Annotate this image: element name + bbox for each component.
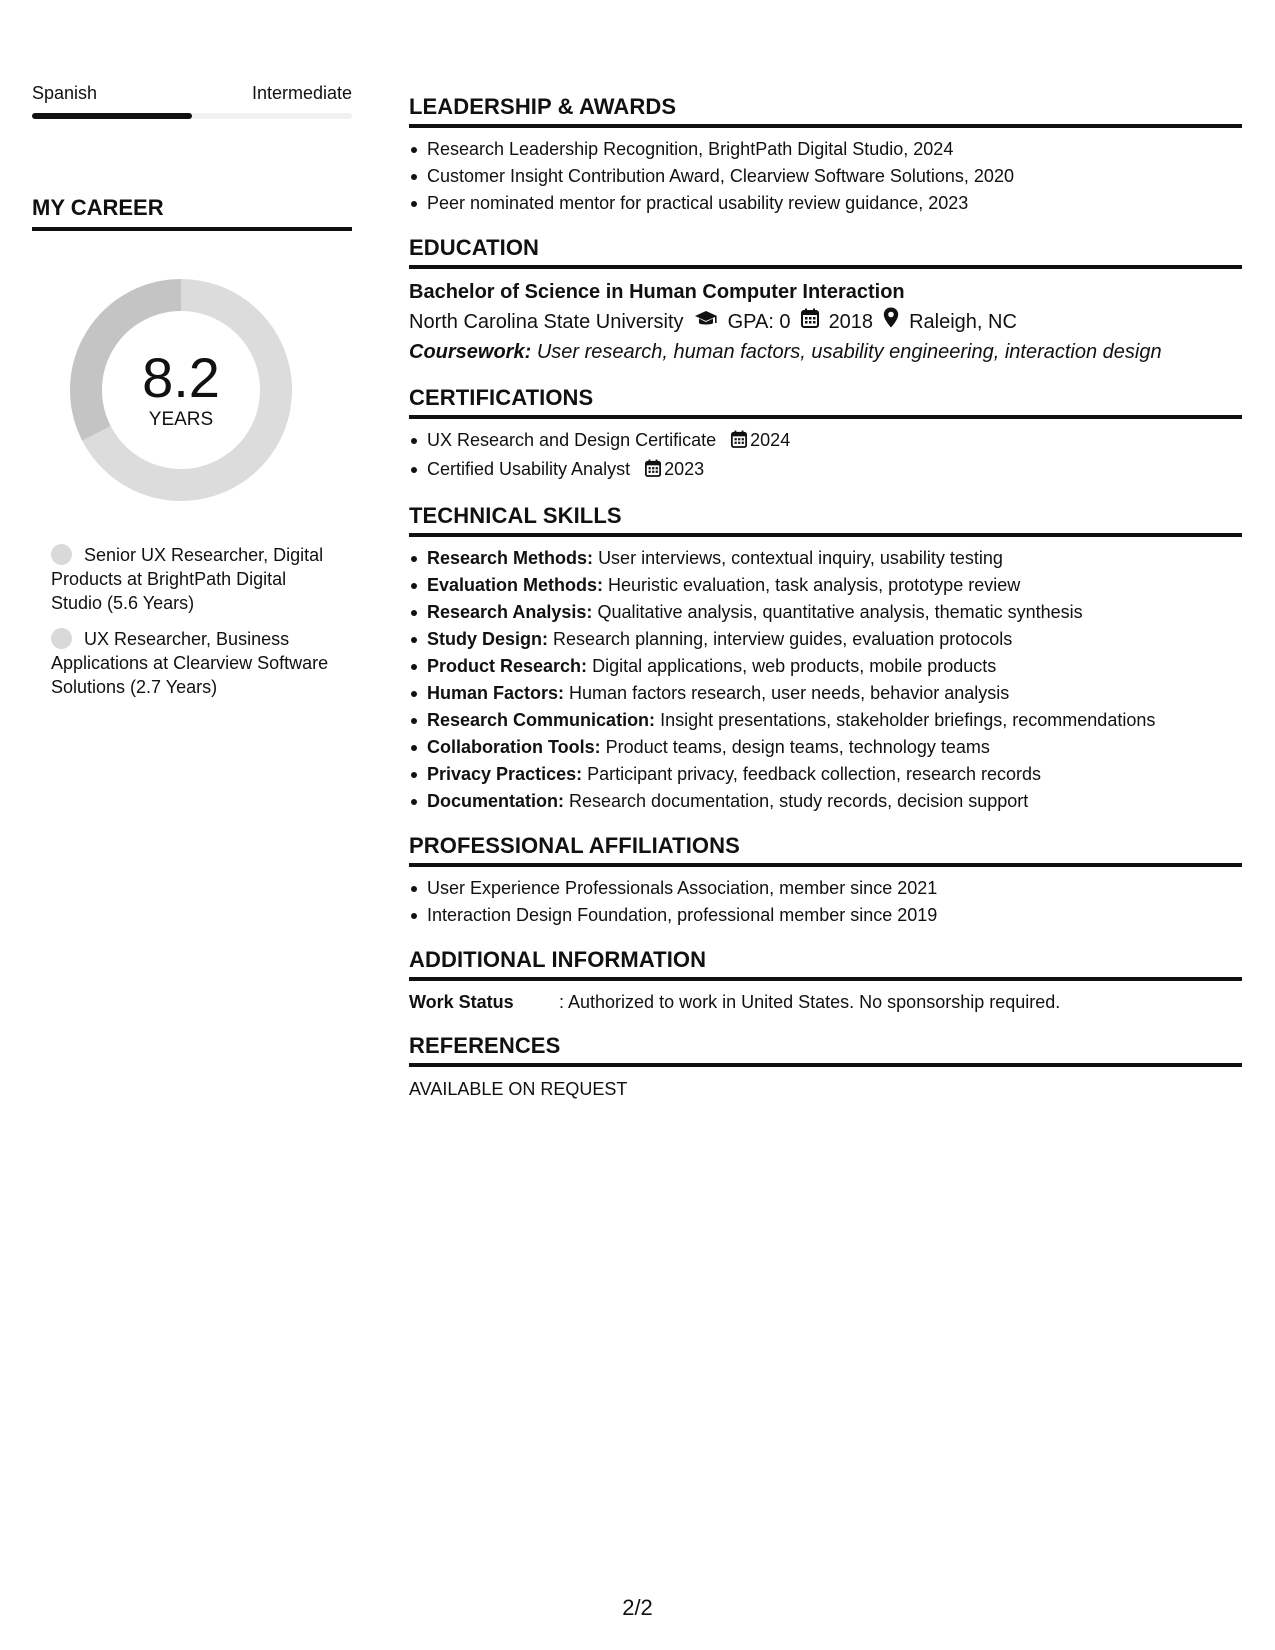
- main-content: [409, 94, 1242, 1121]
- education-section: [409, 235, 1242, 367]
- list-item: [409, 707, 1242, 734]
- language-row: [32, 82, 352, 104]
- skill-text: Research documentation, study records, decision support: [569, 791, 1029, 811]
- skill-label: Research Analysis:: [427, 602, 593, 622]
- additional-info-section: [409, 947, 1242, 1015]
- career-item-text: UX Researcher, Business Applications at Clearview Software Solutions (2.7 Years): [51, 629, 329, 697]
- leadership-list: [409, 136, 1242, 217]
- list-item: User Experience Professionals Association, member since 2021: [409, 875, 1242, 902]
- references-section: [409, 1033, 1242, 1103]
- coursework-label: Coursework:: [409, 341, 532, 363]
- list-item: [409, 456, 1242, 485]
- education-details: [409, 307, 1242, 337]
- page-number: 2/2: [622, 1595, 653, 1620]
- certification-year: 2024: [750, 430, 791, 450]
- list-item: Research Leadership Recognition, BrightPath Digital Studio, 2024: [409, 136, 1242, 163]
- list-item: [409, 680, 1242, 707]
- career-donut-chart: [66, 275, 296, 505]
- language-level: Intermediate: [251, 83, 352, 103]
- skill-text: User interviews, contextual inquiry, usability testing: [598, 548, 1003, 568]
- list-item: [409, 788, 1242, 815]
- skill-text: Digital applications, web products, mobile products: [592, 656, 997, 676]
- skills-list: [409, 545, 1242, 815]
- education-school: North Carolina State University: [409, 311, 684, 333]
- skill-text: Human factors research, user needs, behavior analysis: [569, 683, 1010, 703]
- career-dot-icon: [51, 544, 72, 565]
- list-item: [409, 599, 1242, 626]
- skill-label: Human Factors:: [427, 683, 565, 703]
- list-item: Peer nominated mentor for practical usability review guidance, 2023: [409, 190, 1242, 217]
- calendar-icon: [731, 429, 747, 456]
- career-heading: MY CAREER: [32, 195, 352, 231]
- list-item: [409, 626, 1242, 653]
- list-item: [409, 427, 1242, 456]
- career-list: [32, 543, 352, 699]
- skill-text: Insight presentations, stakeholder briefings, recommendations: [660, 710, 1156, 730]
- calendar-icon: [645, 458, 661, 485]
- skill-text: Participant privacy, feedback collection, research records: [587, 764, 1042, 784]
- education-degree: Bachelor of Science in Human Computer Interaction: [409, 281, 905, 303]
- location-pin-icon: [883, 307, 899, 337]
- work-status-label: Work Status: [409, 992, 514, 1012]
- certification-name: Certified Usability Analyst: [427, 459, 631, 479]
- language-name: Spanish: [32, 83, 98, 103]
- skill-label: Product Research:: [427, 656, 588, 676]
- career-total: [66, 275, 296, 505]
- language-proficiency-bar: [32, 113, 352, 119]
- list-item: Interaction Design Foundation, professional member since 2019: [409, 902, 1242, 929]
- references-text: AVAILABLE ON REQUEST: [409, 1079, 628, 1099]
- sidebar: [32, 82, 352, 711]
- education-location: Raleigh, NC: [909, 311, 1017, 333]
- skills-heading: TECHNICAL SKILLS: [409, 503, 1242, 537]
- skill-label: Evaluation Methods:: [427, 575, 604, 595]
- certifications-heading: CERTIFICATIONS: [409, 385, 1242, 419]
- skill-text: Product teams, design teams, technology teams: [605, 737, 990, 757]
- list-item: [409, 653, 1242, 680]
- additional-info-heading: ADDITIONAL INFORMATION: [409, 947, 1242, 981]
- career-item: [51, 543, 331, 615]
- certification-year: 2023: [664, 459, 705, 479]
- education-year: 2018: [828, 311, 874, 333]
- language-proficiency-fill: [32, 113, 192, 119]
- career-item: [51, 627, 331, 699]
- certifications-section: [409, 385, 1242, 485]
- affiliations-section: [409, 833, 1242, 929]
- graduation-cap-icon: [694, 307, 718, 337]
- list-item: [409, 761, 1242, 788]
- leadership-section: [409, 94, 1242, 217]
- coursework-text: User research, human factors, usability engineering, interaction design: [536, 341, 1162, 363]
- work-status-value: : Authorized to work in United States. No sponsorship required.: [559, 992, 1061, 1012]
- work-status-row: [409, 989, 1242, 1015]
- certifications-list: [409, 427, 1242, 485]
- affiliations-heading: PROFESSIONAL AFFILIATIONS: [409, 833, 1242, 867]
- skill-text: Heuristic evaluation, task analysis, prototype review: [608, 575, 1021, 595]
- references-heading: REFERENCES: [409, 1033, 1242, 1067]
- leadership-heading: LEADERSHIP & AWARDS: [409, 94, 1242, 128]
- skill-label: Collaboration Tools:: [427, 737, 601, 757]
- skill-text: Qualitative analysis, quantitative analysis, thematic synthesis: [597, 602, 1083, 622]
- education-heading: EDUCATION: [409, 235, 1242, 269]
- list-item: Customer Insight Contribution Award, Clearview Software Solutions, 2020: [409, 163, 1242, 190]
- career-dot-icon: [51, 628, 72, 649]
- list-item: [409, 545, 1242, 572]
- skill-label: Research Methods:: [427, 548, 594, 568]
- skill-label: Research Communication:: [427, 710, 656, 730]
- calendar-icon: [801, 307, 819, 337]
- list-item: [409, 734, 1242, 761]
- skill-label: Privacy Practices:: [427, 764, 583, 784]
- education-gpa: GPA: 0: [727, 311, 791, 333]
- career-total-unit: YEARS: [148, 409, 214, 430]
- certification-name: UX Research and Design Certificate: [427, 430, 717, 450]
- skill-label: Documentation:: [427, 791, 564, 811]
- career-total-value: 8.2: [142, 346, 220, 409]
- skills-section: [409, 503, 1242, 815]
- skill-label: Study Design:: [427, 629, 549, 649]
- education-coursework: [409, 337, 1242, 367]
- list-item: [409, 572, 1242, 599]
- skill-text: Research planning, interview guides, evaluation protocols: [553, 629, 1013, 649]
- affiliations-list: [409, 875, 1242, 929]
- career-item-text: Senior UX Researcher, Digital Products at BrightPath Digital Studio (5.6 Years): [51, 545, 324, 613]
